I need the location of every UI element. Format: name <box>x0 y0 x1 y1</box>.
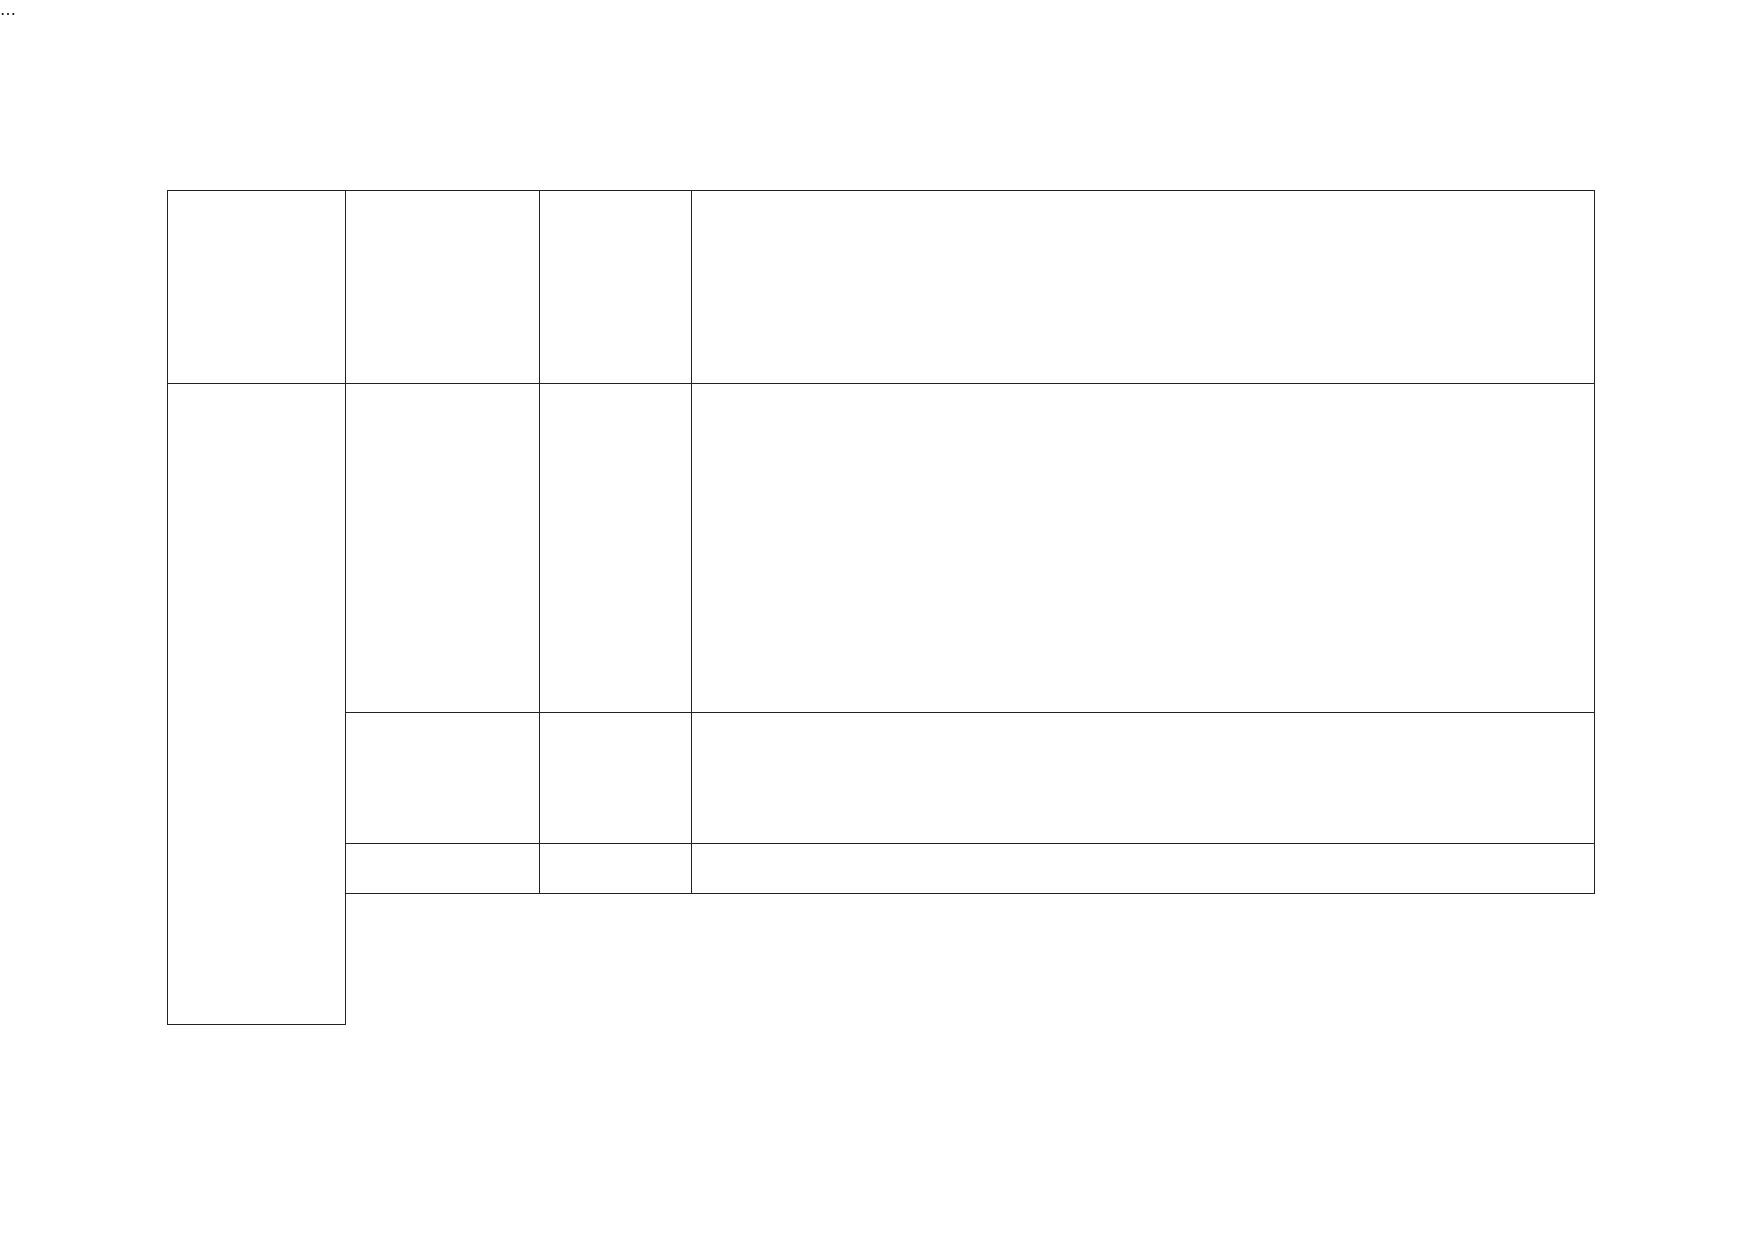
category-cell <box>168 384 346 1025</box>
dept-cell <box>540 384 692 713</box>
table-row <box>168 191 1595 384</box>
item-cell <box>346 713 540 844</box>
dept-cell <box>540 844 692 894</box>
description-cell <box>692 191 1595 384</box>
dept-cell <box>540 191 692 384</box>
table-row <box>168 894 1595 1025</box>
description-cell <box>692 713 1595 844</box>
dept-cell <box>540 713 692 844</box>
item-cell <box>346 844 540 894</box>
table-row <box>168 844 1595 894</box>
category-cell <box>168 191 346 384</box>
item-cell <box>346 384 540 713</box>
table-row <box>168 713 1595 844</box>
description-cell <box>692 844 1595 894</box>
item-cell <box>346 191 540 384</box>
assessment-table <box>167 190 1595 1025</box>
table-row <box>168 384 1595 713</box>
description-cell <box>692 384 1595 713</box>
